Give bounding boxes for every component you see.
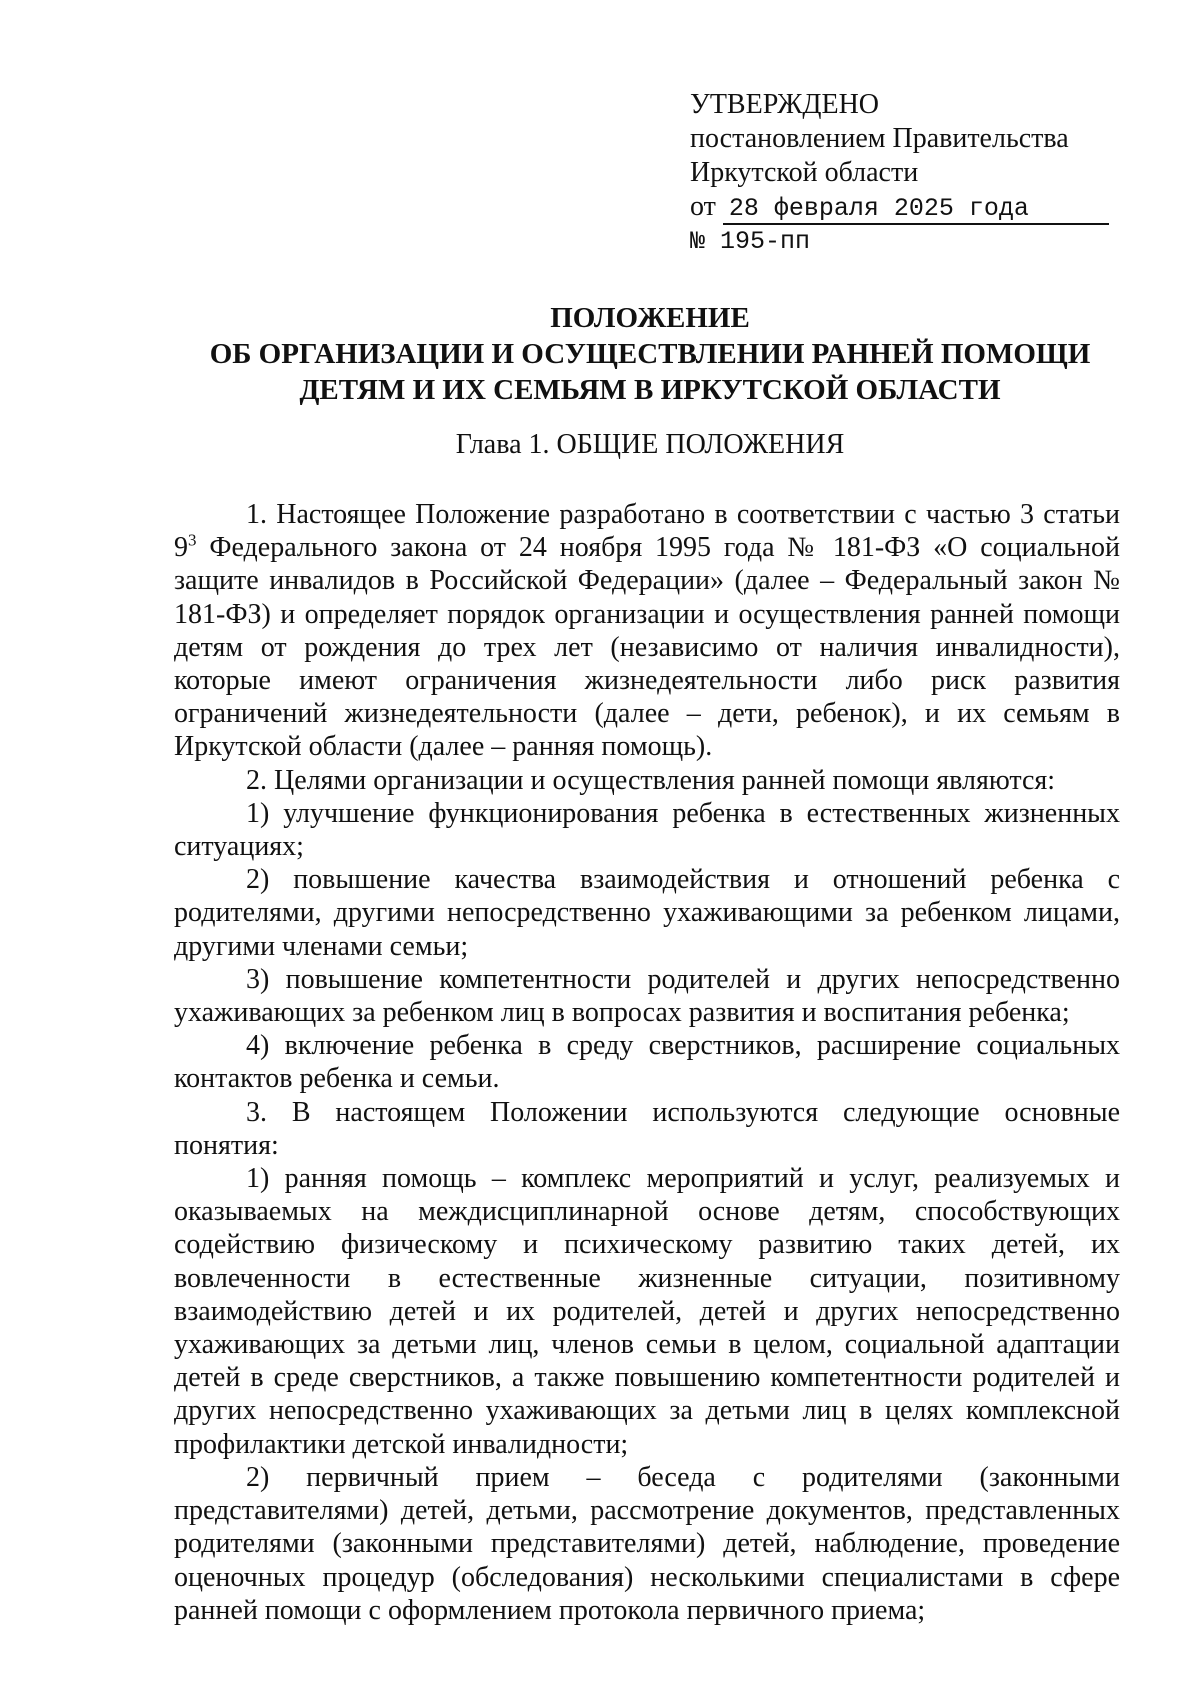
- paragraph-2-item-1: 1) улучшение функционирования ребенка в естественных жизненных ситуациях;: [174, 797, 1120, 863]
- paragraph-3-item-2: 2) первичный прием – беседа с родителями (законными представителями) детей, детьми, рассмотрение документов, представленных родителями (законными представителями) детей, наблюдение, проведение оценочных процедур (обследования) несколькими специалистами в сфере ранней помощи с оформлением протокола первичного приема;: [174, 1461, 1120, 1626]
- paragraph-2-item-4: 4) включение ребенка в среду сверстников, расширение социальных контактов ребенка и семьи.: [174, 1030, 1120, 1095]
- title-line-3: ДЕТЯМ И ИХ СЕМЬЯМ В ИРКУТСКОЙ ОБЛАСТИ: [299, 374, 1001, 406]
- approval-number: № 195-пп: [690, 227, 811, 256]
- paragraph-2-item-3: 3) повышение компетентности родителей и других непосредственно ухаживающих за ребенком лиц в вопросах развития и воспитания ребенка;: [174, 963, 1120, 1029]
- paragraph-1: [174, 498, 1120, 764]
- paragraph-3: 3. В настоящем Положении используются следующие основные понятия:: [174, 1096, 1120, 1161]
- paragraph-1-start: 1. Настоящее Положение разработано в соответствии с частью 3 статьи 9: [174, 499, 1120, 564]
- approval-block: [690, 88, 1109, 259]
- title-line-2: ОБ ОРГАНИЗАЦИИ И ОСУЩЕСТВЛЕНИИ РАННЕЙ ПОМОЩИ: [209, 338, 1091, 370]
- approval-line-2: Иркутской области: [690, 157, 919, 188]
- approval-date-prefix: от: [690, 191, 716, 222]
- title-line-1: ПОЛОЖЕНИЕ: [550, 302, 750, 334]
- approval-line-1: постановлением Правительства: [690, 123, 1069, 154]
- approval-date-line: [690, 190, 1109, 225]
- paragraph-1-superscript: 3: [188, 530, 197, 550]
- approval-stamp: УТВЕРЖДЕНО: [690, 89, 880, 120]
- paragraph-2: 2. Целями организации и осуществления ранней помощи являются:: [246, 764, 1056, 796]
- approval-date: 28 февраля 2025 года: [723, 195, 1109, 225]
- chapter-heading: Глава 1. ОБЩИЕ ПОЛОЖЕНИЯ: [455, 429, 845, 460]
- document-body: [174, 498, 1120, 1627]
- document-title: [140, 300, 1160, 408]
- paragraph-2-item-2: 2) повышение качества взаимодействия и отношений ребенка с родителями, другими непосредственно ухаживающими за ребенком лицами, другими членами семьи;: [174, 864, 1120, 962]
- paragraph-1-end: Федерального закона от 24 ноября 1995 года № 181-ФЗ «О социальной защите инвалидов в Российской Федерации» (далее – Федеральный закон № 181-ФЗ) и определяет порядок организации и осуществления ранней помощи детям от рождения до трех лет (независимо от наличия инвалидности), которые имеют ограничения жизнедеятельности либо риск развития ограничений жизнедеятельности (далее – дети, ребенок), и их семьям в Иркутской области (далее – ранняя помощь).: [174, 532, 1120, 763]
- paragraph-3-item-1: 1) ранняя помощь – комплекс мероприятий и услуг, реализуемых и оказываемых на междисциплинарной основе детям, способствующих содействию физическому и психическому развитию таких детей, их вовлеченности в естественные жизненные ситуации, позитивному взаимодействию детей и их родителей, детей и других непосредственно ухаживающих за детьми лиц, членов семьи в целом, социальной адаптации детей в среде сверстников, а также повышению компетентности родителей и других непосредственно ухаживающих за детьми лиц в целях комплексной профилактики детской инвалидности;: [174, 1163, 1120, 1460]
